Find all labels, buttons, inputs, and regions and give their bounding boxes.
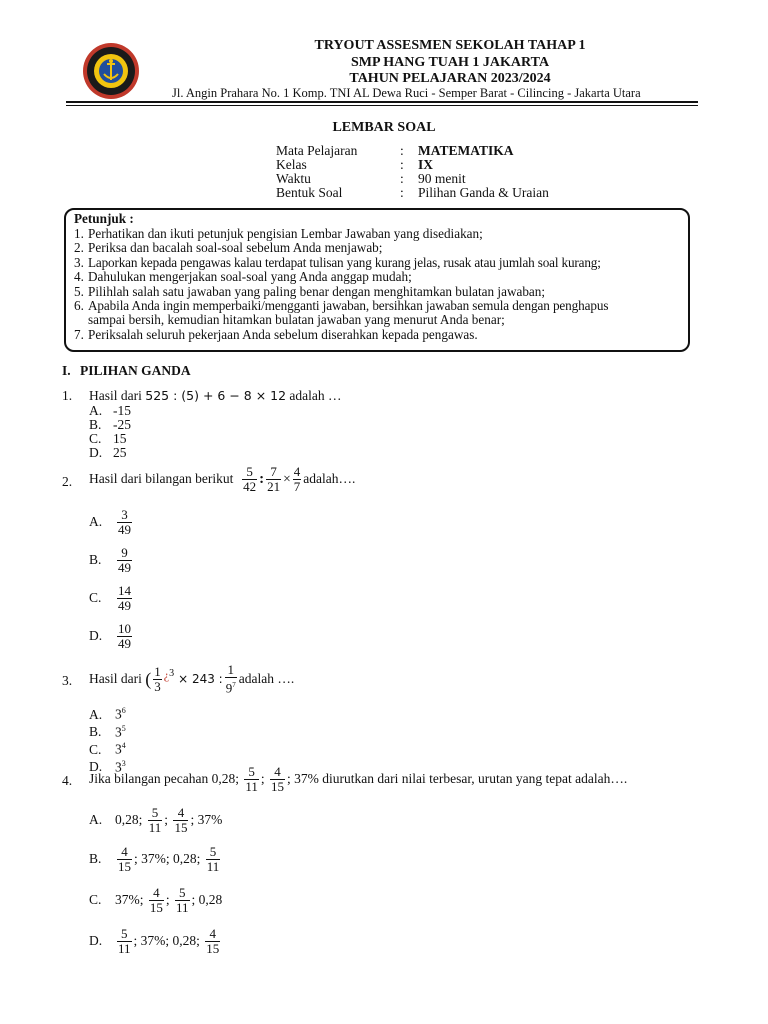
fraction: $\frac{1}{3}$ bbox=[154, 663, 161, 694]
instruction-item: 1. Perhatikan dan ikuti petunjuk pengisian Lembar Jawaban yang disediakan; bbox=[74, 226, 483, 241]
instruction-item: 2. Periksa dan bacalah soal-soal sebelum Anda menjawab; bbox=[74, 240, 383, 256]
option[interactable]: D. $\frac{10}{49}$ bbox=[89, 620, 131, 651]
option[interactable]: C. $3^4$ bbox=[89, 741, 126, 757]
instruction-item: 3. Laporkan kepada pengawas kalau terdapat tulisan yang kurang jelas, rusak atau jumlah soal kurang; bbox=[74, 254, 601, 270]
instruction-item: 7. Periksalah seluruh pekerjaan Anda sebelum diserahkan kepada pengawas. bbox=[74, 326, 478, 342]
question-3-text: Hasil dari ( $\frac{1}{3}$ ¿ 3 × 243 : $\frac{1}{9^7}$ adalah …. bbox=[89, 661, 295, 696]
header-line-2: SMP HANG TUAH 1 JAKARTA bbox=[350, 55, 550, 70]
question-number: 4. bbox=[62, 773, 73, 788]
option[interactable]: B. -25 bbox=[89, 417, 131, 432]
option[interactable]: C. 15 bbox=[89, 431, 127, 446]
meta-value: Pilihan Ganda & Uraian bbox=[418, 185, 549, 200]
school-logo-icon bbox=[82, 42, 140, 100]
option[interactable]: D. 25 bbox=[89, 445, 127, 460]
question-number: 3. bbox=[62, 673, 73, 688]
option[interactable]: A. $\frac{3}{49}$ bbox=[89, 506, 131, 537]
meta-sep: : bbox=[400, 185, 404, 200]
header-rule-thin bbox=[66, 105, 698, 106]
option[interactable]: B. $\frac{9}{49}$ bbox=[89, 544, 131, 575]
option[interactable]: A. -15 bbox=[89, 403, 131, 418]
section-number: I. bbox=[62, 363, 71, 378]
meta-label: Kelas bbox=[276, 157, 307, 172]
header-line-1: TRYOUT ASSESMEN SEKOLAH TAHAP 1 bbox=[314, 38, 586, 53]
instruction-item: 5. Pilihlah salah satu jawaban yang paling benar dengan menghitamkan bulatan jawaban; bbox=[74, 283, 546, 299]
question-2-text: Hasil dari bilangan berikut $\frac{5}{42}$ : $\frac{7}{21}$ × $\frac{4}{7}$ adalah…. bbox=[89, 463, 356, 494]
question-1-text: Hasil dari 525 : (5) + 6 − 8 × 12 adalah … bbox=[89, 388, 342, 403]
question-number: 1. bbox=[62, 388, 73, 403]
meta-label: Mata Pelajaran bbox=[276, 143, 358, 158]
header-rule-thick bbox=[66, 101, 698, 103]
question-4-text: Jika bilangan pecahan 0,28; $\frac{5}{11}$ ; $\frac{4}{15}$ ; 37% diurutkan dari nilai terbesar, urutan yang tepat adalah…. bbox=[89, 763, 628, 794]
school-address: Jl. Angin Prahara No. 1 Komp. TNI AL Dewa Ruci - Semper Barat - Cilincing - Jakarta Utara bbox=[172, 86, 641, 100]
option[interactable]: A. $3^6$ bbox=[89, 706, 126, 722]
fraction: $\frac{4}{7}$ bbox=[293, 463, 301, 494]
option[interactable]: B. $\frac{4}{15}$ ; 37%; 0,28; $\frac{5}{11}$ bbox=[89, 843, 220, 874]
instruction-item: 6. Apabila Anda ingin memperbaiki/mengganti jawaban, bersihkan jawaban semula dengan penghapus bbox=[74, 297, 609, 313]
option[interactable]: A. 0,28; $\frac{5}{11}$ ; $\frac{4}{15}$ ; 37% bbox=[89, 804, 223, 835]
meta-sep: : bbox=[400, 171, 404, 186]
meta-label: Bentuk Soal bbox=[276, 185, 343, 200]
option[interactable]: D. $3^3$ bbox=[89, 758, 126, 774]
glitch-char: ¿ bbox=[163, 667, 170, 682]
fraction: $\frac{7}{21}$ bbox=[267, 463, 281, 494]
meta-sep: : bbox=[400, 157, 404, 172]
q1-expression: 525 : (5) + 6 − 8 × 12 bbox=[145, 388, 287, 403]
header-line-3: TAHUN PELAJARAN 2023/2024 bbox=[349, 71, 551, 86]
instruction-item: sampai bersih, kemudian hitamkan bulatan jawaban yang menurut Anda benar; bbox=[88, 312, 505, 328]
meta-value: IX bbox=[418, 157, 434, 172]
option[interactable]: C. $\frac{14}{49}$ bbox=[89, 582, 131, 613]
meta-value: 90 menit bbox=[418, 171, 466, 186]
fraction: $\frac{4}{15}$ bbox=[271, 763, 284, 794]
option[interactable]: B. $3^5$ bbox=[89, 723, 126, 739]
option-list bbox=[89, 404, 131, 460]
question-number: 2. bbox=[62, 474, 73, 489]
fraction: $\frac{5}{42}$ bbox=[243, 463, 257, 494]
instruction-item: 4. Dahulukan mengerjakan soal-soal yang Anda anggap mudah; bbox=[74, 269, 412, 285]
section-title: PILIHAN GANDA bbox=[80, 363, 191, 378]
meta-label: Waktu bbox=[276, 171, 311, 186]
instructions-list bbox=[74, 227, 704, 342]
meta-sep: : bbox=[400, 143, 404, 158]
option[interactable]: C. 37%; $\frac{4}{15}$ ; $\frac{5}{11}$ ; 0,28 bbox=[89, 884, 223, 915]
fraction: $\frac{1}{9^7}$ bbox=[225, 661, 236, 696]
meta-value: MATEMATIKA bbox=[418, 143, 514, 158]
option[interactable]: D. $\frac{5}{11}$ ; 37%; 0,28; $\frac{4}{15}$ bbox=[89, 925, 220, 956]
instructions-heading: Petunjuk : bbox=[74, 211, 134, 226]
fraction: $\frac{5}{11}$ bbox=[245, 763, 258, 794]
page-title: LEMBAR SOAL bbox=[332, 120, 436, 135]
